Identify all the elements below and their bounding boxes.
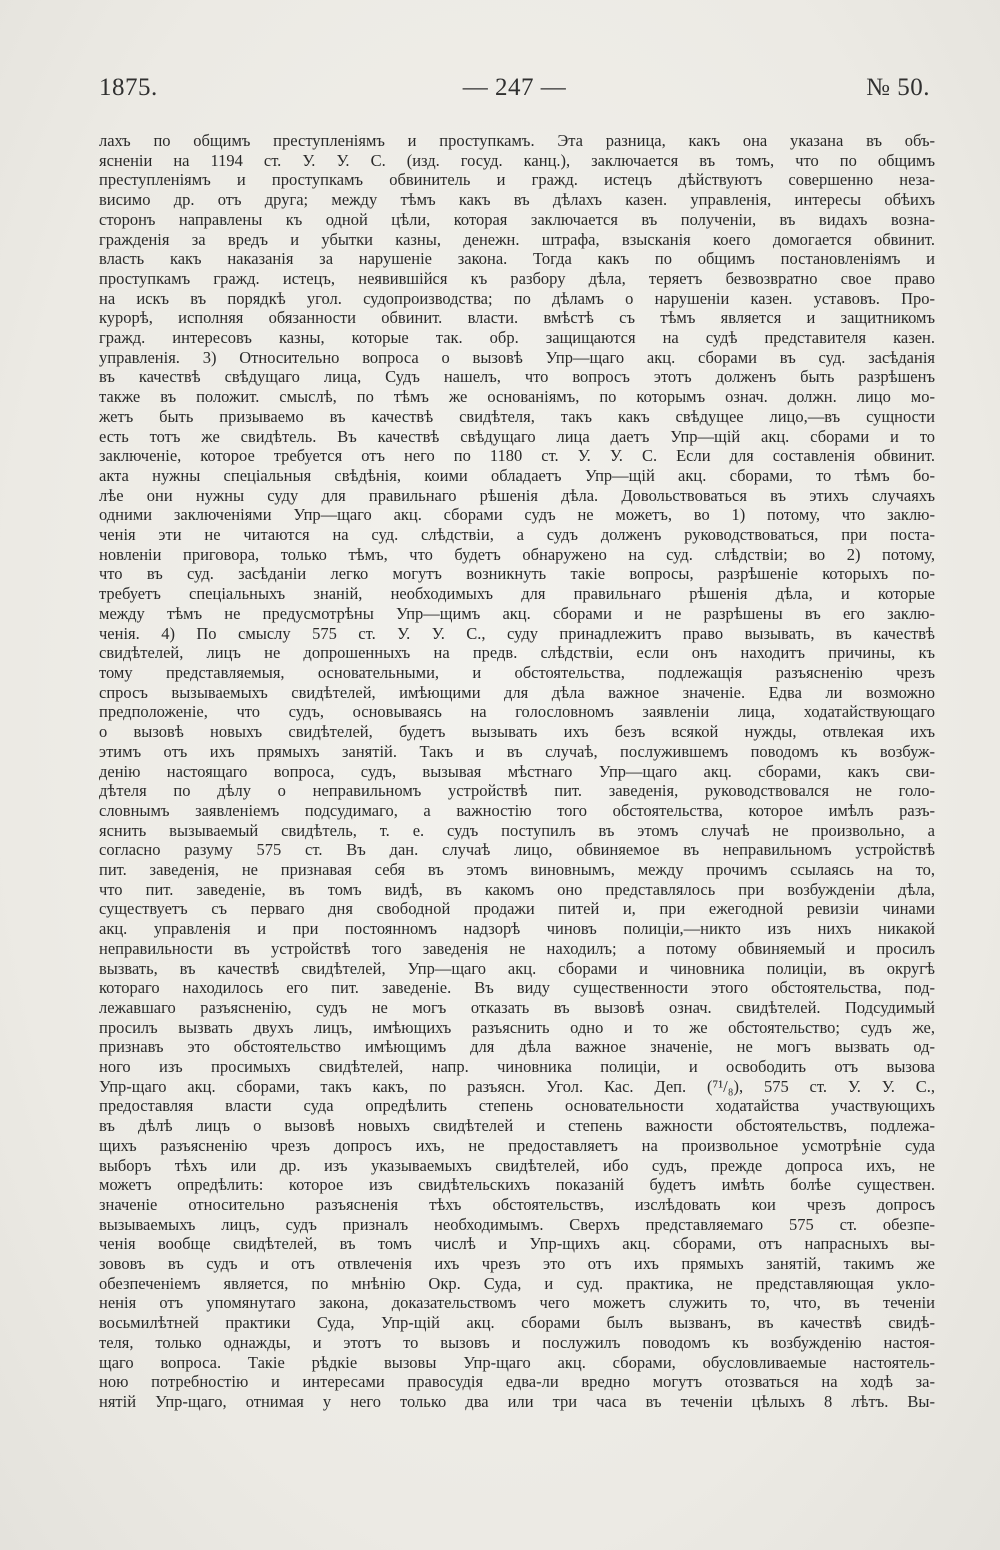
text-line: ясненіи на 1194 ст. У. У. С. (изд. госуд. канц.), заключается въ томъ, что по общимъ [99, 150, 935, 170]
text-line: лахъ по общимъ преступленіямъ и проступкамъ. Эта разница, какъ она указана въ объ- [99, 131, 935, 150]
text-line: акц. управленія и при постоянномъ надзорѣ чиновъ полиціи,—никто изъ нихъ никакой [99, 919, 935, 939]
text-line: теля, только однажды, и этотъ то вызовъ и послужилъ поводомъ къ возбужденію настоя- [99, 1332, 935, 1352]
text-line: ченія эти не читаются на суд. слѣдствіи, а судъ долженъ руководствоваться, при поста- [99, 525, 935, 545]
text-line: ного изъ просимыхъ свидѣтелей, напр. чиновника полиціи, и освободить отъ вызова [99, 1057, 935, 1077]
text-line: лежавшаго разъясненію, судъ не могъ отказать въ вызовѣ означ. свидѣтелей. Подсудимый [99, 997, 935, 1017]
text-line: требуетъ спеціальныхъ знаній, необходимыхъ для правильнаго рѣшенія дѣла, и которые [99, 584, 935, 604]
header-page-number: — 247 — [462, 74, 567, 101]
text-line: неправильности въ устройствѣ того заведенія не находилъ; а потому обвиняемый и просилъ [99, 938, 935, 958]
text-line: проступкамъ гражд. истецъ, неявившійся къ разбору дѣла, теряетъ безвозвратно свое право [99, 268, 935, 288]
text-line: власть какъ наказанія за нарушеніе закона. Тогда какъ по общимъ постановленіямъ и [99, 249, 935, 269]
text-line: новленіи приговора, только тѣмъ, что будетъ обнаружено на суд. слѣдствіи; во 2) потому, [99, 544, 935, 564]
text-line: пит. заведенія, не признавая себя въ этомъ виновнымъ, между прочимъ ссылаясь на то, [99, 860, 935, 880]
text-line: просилъ вызвать двухъ лицъ, имѣющихъ разъяснить одно и то же обстоятельство; судъ же, [99, 1017, 935, 1037]
text-line: словнымъ заявленіемъ подсудимаго, а важностію того обстоятельства, которое имѣлъ разъ- [99, 800, 935, 820]
text-line: ченія. 4) По смыслу 575 ст. У. У. С., суду принадлежитъ право вызывать, въ качествѣ [99, 623, 935, 643]
text-line: ченія вообще свидѣтелей, въ томъ числѣ и Упр-щихъ акц. сборами, отъ напрасныхъ вы- [99, 1234, 935, 1254]
text-line: также въ положит. смыслѣ, по тѣмъ же основаніямъ, по которымъ означ. должн. лицо мо- [99, 387, 935, 407]
text-line: въ качествѣ свѣдущаго лица, Судъ нашелъ, что вопросъ этотъ долженъ быть разрѣшенъ [99, 367, 935, 387]
text-line: заключеніе, которое требуется отъ него по 1180 ст. У. У. С. Если для составленія обвинит. [99, 446, 935, 466]
header-issue-number: № 50. [866, 74, 930, 101]
text-line: гражд. интересовъ казны, которые так. обр. защищаются на судѣ представителя казен. [99, 328, 935, 348]
text-line: предположеніе, что судъ, основываясь на голословномъ заявленіи лица, ходатайствующаго [99, 702, 935, 722]
text-line: нятій Упр-щаго, отнимая у него только два или три часа въ теченіи цѣлыхъ 8 лѣтъ. Вы- [99, 1392, 935, 1411]
text-line: свидѣтелей, лицъ не допрошенныхъ на предв. слѣдствіи, если онъ находитъ причины, къ [99, 643, 935, 663]
text-line: признавъ это обстоятельство имѣющимъ для дѣла важное значеніе, не могъ вызвать од- [99, 1037, 935, 1057]
text-line: предоставляя власти суда опредѣлить степень основательности ходатайства участвующихъ [99, 1096, 935, 1116]
text-line: что пит. заведеніе, въ томъ видѣ, въ какомъ оно представлялось при возбужденіи дѣла, [99, 879, 935, 899]
text-line: управленія. 3) Относительно вопроса о вызовѣ Упр—щаго акц. сборами въ суд. засѣданія [99, 347, 935, 367]
text-line: зововъ въ судъ и отъ отвлеченія ихъ чрезъ это отъ ихъ прямыхъ занятій, такимъ же [99, 1254, 935, 1274]
text-line: о вызовѣ новыхъ свидѣтелей, будетъ вызывать ихъ безъ всякой нужды, отвлекая ихъ [99, 722, 935, 742]
text-line: ненія отъ упомянутаго закона, доказательствомъ чего можетъ служить то, что, въ теченіи [99, 1293, 935, 1313]
text-line: что въ суд. засѣданіи легко могутъ возникнуть такіе вопросы, разрѣшеніе которыхъ по- [99, 564, 935, 584]
text-line: согласно разуму 575 ст. Въ дан. случаѣ лицо, обвиняемое въ неправильномъ устройствѣ [99, 840, 935, 860]
header-year: 1875. [99, 74, 158, 101]
text-line: преступленіямъ и проступкамъ обвинитель и гражд. истецъ дѣйствуютъ совершенно неза- [99, 170, 935, 190]
text-line: можетъ опредѣлить: которое изъ свидѣтельскихъ показаній будетъ имѣть болѣе существен. [99, 1175, 935, 1195]
text-line: одними заключеніями Упр—щаго акц. сборами судъ не можетъ, во 1) потому, что заклю- [99, 505, 935, 525]
text-line: гражденія за вредъ и убытки казны, денежн. штрафа, взысканія коего домогается обвинит. [99, 229, 935, 249]
text-line: восьмилѣтней практики Суда, Упр-щій акц. сборами былъ вызванъ, въ качествѣ свидѣ- [99, 1313, 935, 1333]
text-line: существуетъ съ перваго дня свободной продажи питей и, при ежегодной ревизіи чинами [99, 899, 935, 919]
text-line: значеніе относительно разъясненія тѣхъ обстоятельствъ, изслѣдовать кои чрезъ допросъ [99, 1194, 935, 1214]
text-line: сторонъ направлены къ одной цѣли, которая заключается въ полученіи, въ видахъ возна- [99, 209, 935, 229]
text-line: обезпеченіемъ является, по мнѣнію Окр. Суда, и суд. практика, не представляющая укло- [99, 1273, 935, 1293]
text-line: жетъ быть призываемо въ качествѣ свидѣтеля, такъ какъ свѣдущее лицо,—въ сущности [99, 406, 935, 426]
text-line: Упр-щаго акц. сборами, такъ какъ, по разъясн. Угол. Кас. Деп. (⁷¹/₈), 575 ст. У. У. С., [99, 1076, 935, 1096]
text-line: вызываемыхъ лицъ, судъ призналъ необходимымъ. Сверхъ представляемаго 575 ст. обезпе- [99, 1214, 935, 1234]
text-line: денію настоящаго вопроса, судъ, вызывая мѣстнаго Упр—щаго акц. сборами, какъ сви- [99, 761, 935, 781]
text-line: щаго вопроса. Такіе рѣдкіе вызовы Упр-щаго акц. сборами, обусловливаемые настоятель- [99, 1352, 935, 1372]
text-line: въ дѣлѣ лицъ о вызовѣ новыхъ свидѣтелей и степень важности обстоятельствъ, подлежа- [99, 1116, 935, 1136]
text-line: щихъ разъясненію чрезъ допросъ ихъ, не предоставляетъ на произвольное усмотрѣніе суда [99, 1135, 935, 1155]
text-line: лѣе они нужны суду для правильнаго рѣшенія дѣла. Довольствоваться въ этихъ случаяхъ [99, 485, 935, 505]
text-line: дѣтеля по дѣлу о неправильномъ устройствѣ пит. заведенія, руководствовался не голо- [99, 781, 935, 801]
text-line: выборъ тѣхъ или др. изъ указываемыхъ свидѣтелей, ибо судъ, прежде допроса ихъ, не [99, 1155, 935, 1175]
text-line: вызвать, въ качествѣ свидѣтелей, Упр—щаго акц. сборами и чиновника полиціи, въ округѣ [99, 958, 935, 978]
text-line: висимо др. отъ друга; между тѣмъ какъ въ дѣлахъ казен. управленія, интересы обѣихъ [99, 190, 935, 210]
page-header [99, 74, 930, 114]
text-line: яснить вызываемый свидѣтель, т. е. судъ поступилъ въ этомъ случаѣ не произвольно, а [99, 820, 935, 840]
body-text [99, 131, 935, 1412]
text-line: ною потребностію и интересами правосудія едва-ли вредно могутъ отозваться на ходѣ за- [99, 1372, 935, 1392]
text-line: есть тотъ же свидѣтель. Въ качествѣ свѣдущаго лица даетъ Упр—щій акц. сборами и то [99, 426, 935, 446]
text-line: курорѣ, исполняя обязанности обвинит. власти. вмѣстѣ съ тѣмъ является и защитникомъ [99, 308, 935, 328]
text-line: котораго находилось его пит. заведеніе. Въ виду существенности этого обстоятельства, под- [99, 978, 935, 998]
text-line: этимъ отъ ихъ прямыхъ занятій. Такъ и въ случаѣ, послужившемъ поводомъ къ возбуж- [99, 741, 935, 761]
text-line: между тѣмъ не предусмотрѣны Упр—щимъ акц. сборами и не разрѣшены въ его заклю- [99, 603, 935, 623]
text-line: спросъ вызываемыхъ свидѣтелей, имѣющими для дѣла важное значеніе. Едва ли возможно [99, 682, 935, 702]
text-line: акта нужны спеціальныя свѣдѣнія, коими обладаетъ Упр—щій акц. сборами, то тѣмъ бо- [99, 465, 935, 485]
text-line: тому представляемыя, основательными, и обстоятельства, подлежащія разъясненію чрезъ [99, 662, 935, 682]
text-line: на искъ въ порядкѣ угол. судопроизводства; по дѣламъ о нарушеніи казен. уставовъ. Про- [99, 288, 935, 308]
